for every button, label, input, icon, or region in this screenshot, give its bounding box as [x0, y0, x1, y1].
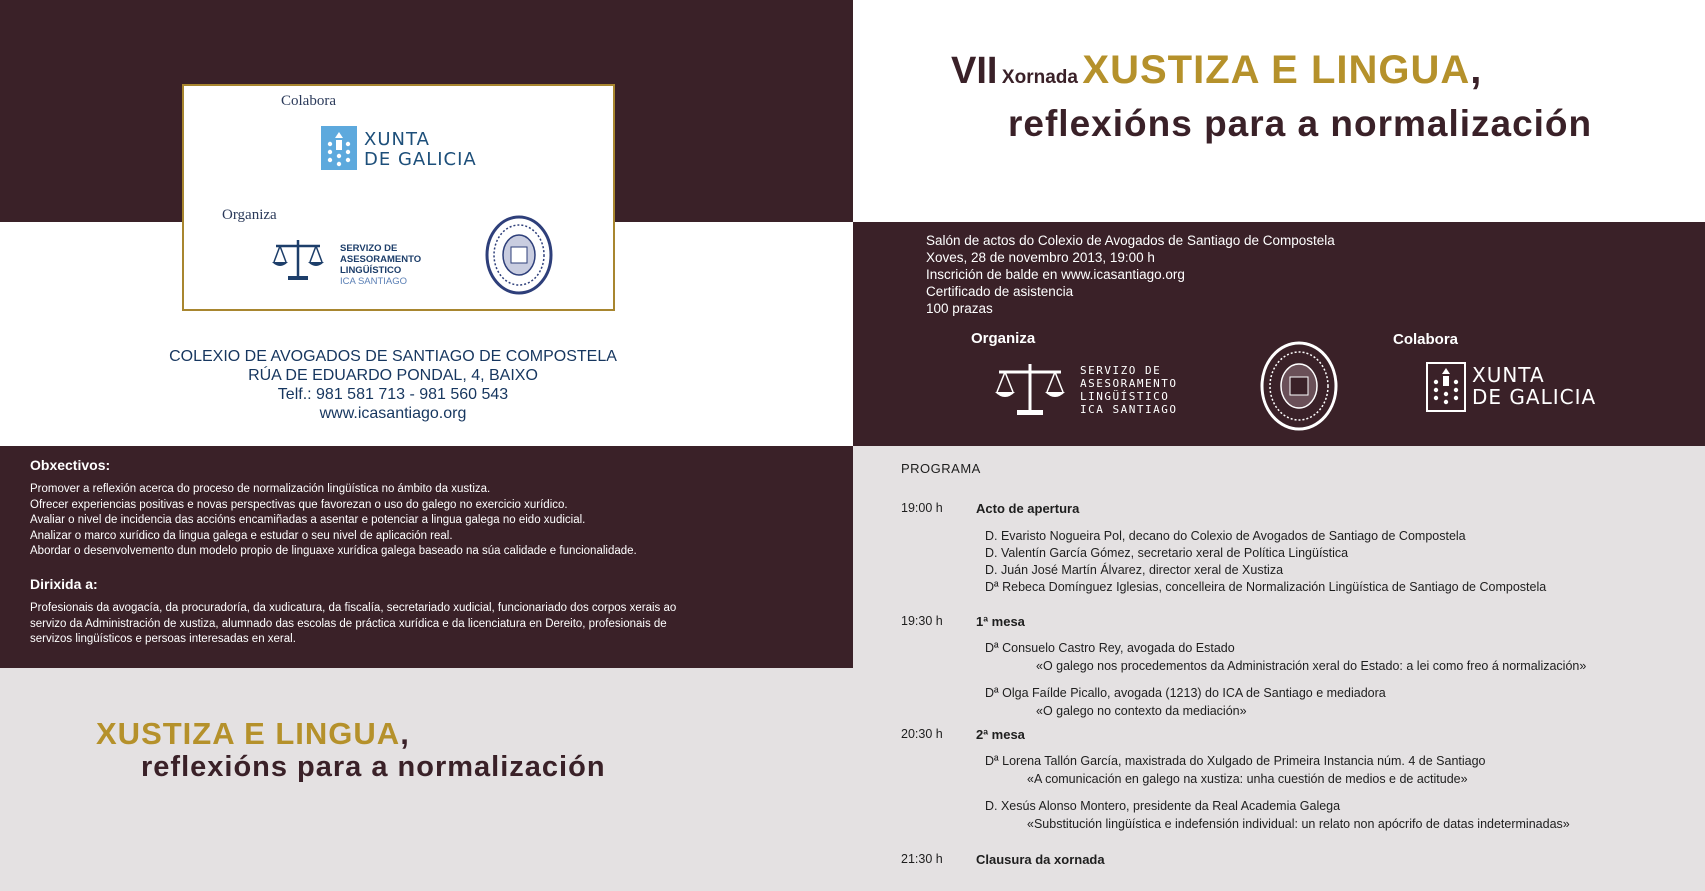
address-website[interactable]: www.icasantiago.org [319, 405, 467, 422]
xunta-line1: XUNTA [364, 129, 430, 150]
bar-association-seal-icon [484, 215, 554, 300]
service-line: ICA SANTIAGO [1080, 403, 1178, 416]
bar-association-seal-icon [1258, 340, 1340, 437]
talk-title: «A comunicación en galego na xustiza: unha cuestión de medios e de actitude» [1027, 772, 1468, 786]
session-time: 19:00 h [901, 501, 943, 515]
session-time: 21:30 h [901, 852, 943, 866]
address-street: RÚA DE EDUARDO PONDAL, 4, BAIXO [248, 367, 538, 384]
info-organizes-label: Organiza [971, 330, 1036, 347]
objective-item: Avaliar o nivel de incidencia das accións encamiñadas a asentar e potenciar a lingua galega no eido xudicial. [30, 514, 586, 527]
talk-title: «O galego nos procedementos da Administración xeral do Estado: a lei como freo á normalización» [1036, 659, 1587, 673]
audience-line: Profesionais da avogacía, da procuradoría, da xudicatura, da fiscalía, secretariado xudicial, funcionariado dos corpos xerais ao [30, 601, 677, 614]
speaker: Dª Consuelo Castro Rey, avogada do Estado [985, 641, 1235, 655]
bottom-title-main: XUSTIZA E LINGUA [96, 716, 401, 751]
objectives-heading: Obxectivos: [30, 457, 111, 473]
objective-item: Analizar o marco xurídico da lingua galega e estudar o seu nivel de aplicación real. [30, 529, 453, 542]
session-title: Acto de apertura [976, 501, 1080, 516]
audience-line: servizo da Administración de xustiza, alumnado das escolas de práctica xurídica e da licenciatura en Dereito, profesionais de [30, 617, 667, 630]
speaker: Dª Lorena Tallón García, maxistrada do Xulgado de Primeira Instancia núm. 4 de Santiago [985, 754, 1486, 768]
service-line: LINGÜÍSTICO [1080, 390, 1170, 403]
bottom-title [96, 717, 606, 783]
session-time: 20:30 h [901, 727, 943, 741]
info-collaborates-label: Colabora [1393, 331, 1459, 348]
session-time: 19:30 h [901, 614, 943, 628]
objective-item: Abordar o desenvolvemento dun modelo propio de linguaxe xurídica galega baseado na súa calidade e funcionalidade. [30, 545, 637, 558]
info-service-name [1080, 364, 1177, 416]
service-line: ASESORAMENTO [1080, 377, 1178, 390]
xunta-wordmark [1472, 364, 1596, 408]
info-places: 100 prazas [926, 301, 993, 316]
speaker: Dª Olga Faílde Picallo, avogada (1213) do ICA de Santiago e mediadora [985, 686, 1386, 700]
organizes-label: Organiza [222, 207, 277, 223]
service-line: SERVIZO DE [1080, 364, 1162, 377]
main-title [951, 47, 1592, 146]
event-info [926, 232, 1335, 317]
session-speakers [985, 528, 1546, 596]
xunta-line2: DE GALICIA [364, 149, 477, 170]
audience-text [30, 601, 840, 648]
xunta-line2: DE GALICIA [1472, 385, 1597, 409]
scales-of-justice-icon [993, 360, 1067, 425]
xunta-line1: XUNTA [1472, 363, 1545, 387]
title-xornada: Xornada [1001, 67, 1078, 88]
title-comma: , [1470, 48, 1482, 92]
talk-title: «O galego no contexto da mediación» [1036, 704, 1247, 718]
title-edition: VII [951, 50, 998, 92]
speaker: Dª Rebeca Domínguez Iglesias, concelleira de Normalización Lingüística de Santiago de Compostela [985, 580, 1547, 594]
xunta-shield-icon [1426, 362, 1466, 417]
address-block [148, 347, 638, 423]
session-title: 1ª mesa [976, 614, 1025, 629]
scales-of-justice-icon [270, 236, 326, 289]
title-subtitle: reflexións para a normalización [1008, 103, 1593, 144]
info-certificate: Certificado de asistencia [926, 284, 1074, 299]
address-phone: Telf.: 981 581 713 - 981 560 543 [277, 386, 509, 403]
speaker: D. Xesús Alonso Montero, presidente da Real Academia Galega [985, 799, 1341, 813]
speaker: D. Valentín García Gómez, secretario xeral de Política Lingüística [985, 546, 1349, 560]
objective-item: Ofrecer experiencias positivas e novas perspectivas que favorezan o uso do galego no exercicio xurídico. [30, 498, 568, 511]
info-date: Xoves, 28 de novembro 2013, 19:00 h [926, 250, 1155, 265]
sponsor-logo-box [182, 84, 615, 311]
session-title: Clausura da xornada [976, 852, 1105, 867]
service-line: ICA SANTIAGO [340, 276, 408, 287]
bottom-title-comma: , [400, 716, 410, 751]
service-line: LINGÜÍSTICO [340, 265, 402, 276]
objectives-section [30, 457, 840, 648]
service-line: ASESORAMENTO [340, 254, 422, 265]
program-heading: PROGRAMA [901, 461, 981, 476]
xunta-shield-icon [321, 126, 357, 170]
info-venue: Salón de actos do Colexio de Avogados de Santiago de Compostela [926, 233, 1335, 248]
objective-item: Promover a reflexión acerca do proceso de normalización lingüística no ámbito da xustiza. [30, 483, 491, 495]
audience-line: servizos lingüísticos e persoas interesadas en xeral. [30, 633, 296, 646]
info-registration: Inscrición de balde en www.icasantiago.org [926, 267, 1185, 282]
title-main: XUSTIZA E LINGUA [1082, 48, 1471, 92]
speaker: D. Juán José Martín Álvarez, director xeral de Xustiza [985, 563, 1284, 577]
speaker: D. Evaristo Nogueira Pol, decano do Colexio de Avogados de Santiago de Compostela [985, 529, 1466, 543]
xunta-wordmark [364, 130, 477, 170]
talk-title: «Substitución lingüística e indefensión individual: un relato non apócrifo de datas indeterminadas» [1027, 817, 1570, 831]
session-title: 2ª mesa [976, 727, 1025, 742]
service-line: SERVIZO DE [340, 243, 398, 254]
bottom-title-sub: reflexións para a normalización [141, 751, 606, 783]
service-name [340, 243, 421, 287]
audience-heading: Dirixida a: [30, 575, 98, 592]
collaborates-label: Colabora [281, 93, 336, 109]
address-org: COLEXIO DE AVOGADOS DE SANTIAGO DE COMPOSTELA [169, 348, 617, 365]
objectives-list [30, 482, 840, 560]
